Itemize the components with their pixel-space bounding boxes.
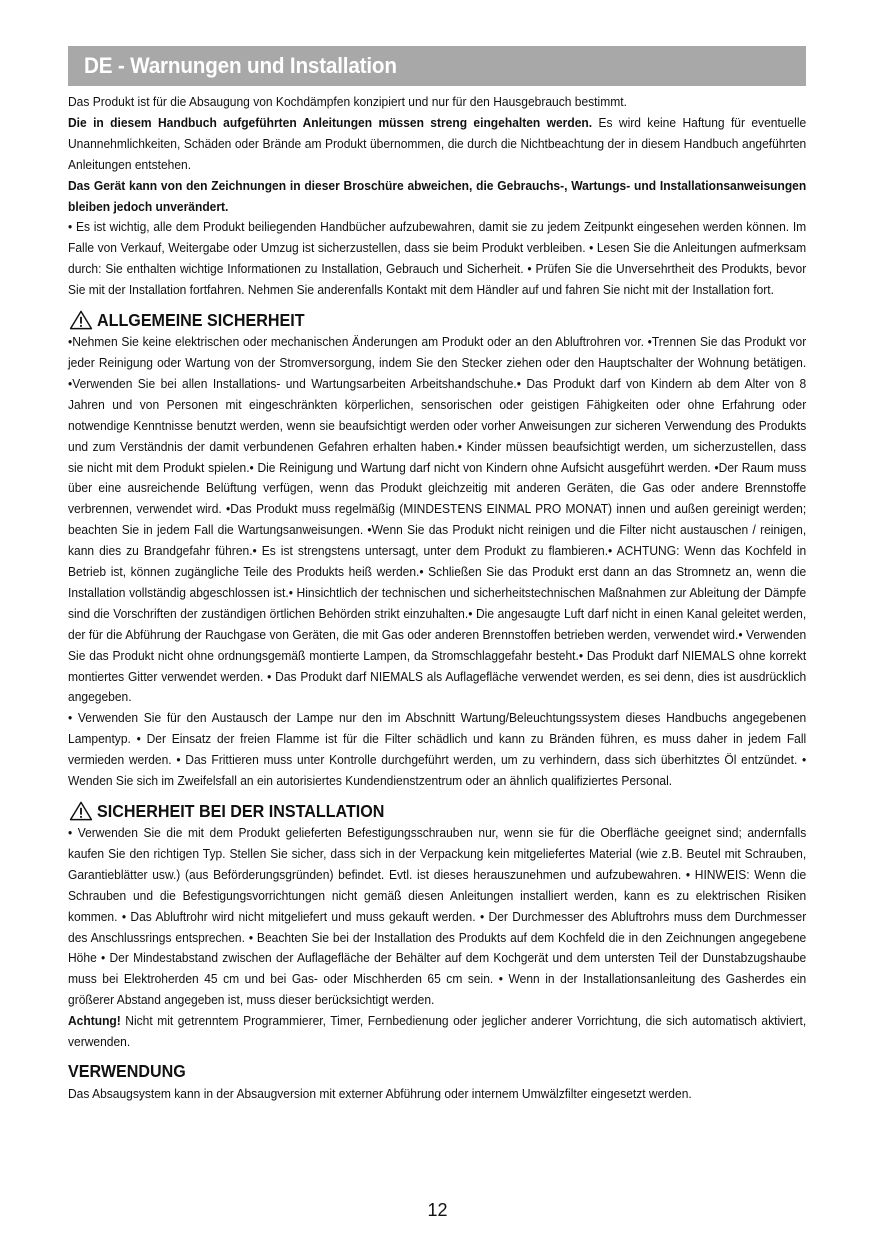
page-title: DE - Warnungen und Installation <box>84 53 397 78</box>
installation-attention-label: Achtung! <box>68 1014 121 1029</box>
installation-attention-text: Nicht mit getrenntem Programmierer, Timer, Fernbedienung oder jeglicher anderer Vorrichtung, die sich automatisch aktiviert, verwenden. <box>68 1014 807 1050</box>
title-bar <box>68 46 806 86</box>
intro-paragraph-3-bold: Das Gerät kann von den Zeichnungen in dieser Broschüre abweichen, die Gebrauchs-, Wartungs- und Installationsanweisungen bleiben jedoch unverändert. <box>68 178 807 214</box>
warning-triangle-icon <box>68 310 94 330</box>
intro-paragraph-2-bold: Die in diesem Handbuch aufgeführten Anleitungen müssen streng eingehalten werden. <box>68 115 593 130</box>
section-heading-usage <box>68 1061 806 1083</box>
installation-paragraph-1: • Verwenden Sie die mit dem Produkt gelieferten Befestigungsschrauben nur, wenn sie für die Oberfläche geeignet sind; andernfalls kaufen Sie den richtigen Typ. Stellen Sie sicher, dass sich in der Verpackung kein mitgeliefertes Material (wie z.B. Beutel mit Schrauben, Garantieblätter usw.) (aus Beförderungsgründen) befindet. Evtl. ist dieses herauszunehmen und aufzubewahren. • HINWEIS: Wenn die Schrauben und die Befestigungsvorrichtungen nicht gemäß diesen Anleitungen installiert werden, kann es zu elektrischen Risiken kommen. • Das Abluftrohr wird nicht mitgeliefert und muss gekauft werden. • Der Durchmesser des Abluftrohrs muss dem Durchmesser des Anschlussrings entsprechen. • Beachten Sie bei der Installation des Produkts auf dem Kochfeld die in den Zeichnungen angegebene Höhe • Der Mindestabstand zwischen der Auflagefläche der Behälter auf dem Kochgerät und dem untersten Teil der Dunstabzugshaube muss bei Elektroherden 45 cm und bei Gas- oder Mischherden 65 cm sein. • Wenn in der Installationsanleitung des Gasherdes ein größerer Abstand angegeben ist, muss dieser berücksichtigt werden. <box>68 826 807 1008</box>
intro-paragraph-2 <box>68 113 806 176</box>
safety-paragraph-2: • Verwenden Sie für den Austausch der Lampe nur den im Abschnitt Wartung/Beleuchtungssystem dieses Handbuchs angegebenen Lampentyp. • Der Einsatz der freien Flamme ist für die Filter schädlich und kann zu Bränden führen, es muss daher in jedem Fall vermieden werden. • Das Frittieren muss unter Kontrolle durchgeführt werden, um zu verhindern, dass sich überhitztes Öl entzündet. • Wenden Sie sich im Zweifelsfall an ein autorisiertes Kundendienstzentrum oder an ähnlich qualifiziertes Personal. <box>68 711 807 789</box>
section-heading-installation <box>68 800 806 822</box>
page-number: 12 <box>427 1200 448 1220</box>
section-heading-safety <box>68 309 806 331</box>
safety-paragraph-1: •Nehmen Sie keine elektrischen oder mechanischen Änderungen am Produkt oder an den Abluftrohren vor. •Trennen Sie das Produkt vor jeder Reinigung oder Wartung von der Stromversorgung, indem Sie den Stecker ziehen oder den Hauptschalter der Wohnung betätigen. •Verwenden Sie bei allen Installations- und Wartungsarbeiten Arbeitshandschuhe.• Das Produkt darf von Kindern ab dem Alter von 8 Jahren und von Personen mit eingeschränkten körperlichen, sensorischen oder geistigen Fähigkeiten oder ohne Erfahrung oder notwendige Kenntnisse benutzt werden, wenn sie beaufsichtigt werden oder vorher Anweisungen zur sicheren Verwendung des Produkts und zum Verständnis der damit verbundenen Gefahren erhalten haben.• Kinder müssen beaufsichtigt werden, um sicherzustellen, dass sie nicht mit dem Produkt spielen.• Die Reinigung und Wartung darf nicht von Kindern ohne Aufsicht ausgeführt werden. •Der Raum muss über eine ausreichende Belüftung verfügen, wenn das Produkt gleichzeitig mit anderen Geräten, die Gas oder andere Brennstoffe verbrennen, verwendet wird. •Das Produkt muss regelmäßig (MINDESTENS EINMAL PRO MONAT) innen und außen gereinigt werden; beachten Sie in jedem Fall die Wartungsanweisungen. •Wenn Sie das Produkt nicht reinigen und die Filter nicht austauschen / reinigen, kann dies zu Brandgefahr führen.• Es ist strengstens untersagt, unter dem Produkt zu flambieren.• ACHTUNG: Wenn das Kochfeld in Betrieb ist, können zugängliche Teile des Produkts heiß werden.• Schließen Sie das Produkt erst dann an das Stromnetz an, wenn die Installation vollständig abgeschlossen ist.• Hinsichtlich der technischen und sicherheitstechnischen Maßnahmen zur Ableitung der Dämpfe sind die Vorschriften der zuständigen örtlichen Behörden strikt einzuhalten.• Die angesaugte Luft darf nicht in einen Kanal geleitet werden, der für die Abführung der Rauchgase von Geräten, die mit Gas oder anderen Brennstoffen betrieben werden, verwendet wird.• Verwenden Sie das Produkt nicht ohne ordnungsgemäß montierte Lampen, da Stromschlaggefahr besteht.• Das Produkt darf NIEMALS ohne korrekt montiertes Gitter verwendet werden. • Das Produkt darf NIEMALS als Auflagefläche verwendet werden, es sei denn, dies ist ausdrücklich angegeben. <box>68 335 807 705</box>
intro-paragraph-4: • Es ist wichtig, alle dem Produkt beiliegenden Handbücher aufzubewahren, damit sie zu jedem Zeitpunkt eingesehen werden können. Im Falle von Verkauf, Weitergabe oder Umzug ist sicherzustellen, dass sie beim Produkt verbleiben. • Lesen Sie die Anleitungen aufmerksam durch: Sie enthalten wichtige Informationen zu Installation, Gebrauch und Sicherheit. • Prüfen Sie die Unversehrtheit des Produkts, bevor Sie mit der Installation fortfahren. Nehmen Sie anderenfalls Kontakt mit dem Händler auf und fahren Sie nicht mit der Installation fort. <box>68 220 807 298</box>
intro-paragraph-3 <box>68 176 806 218</box>
section-title-usage: VERWENDUNG <box>68 1061 186 1082</box>
section-title-safety: ALLGEMEINE SICHERHEIT <box>97 309 305 330</box>
installation-paragraph-2 <box>68 1011 806 1053</box>
intro-paragraph-2-text: Es wird keine Haftung für eventuelle Unannehmlichkeiten, Schäden oder Brände am Produkt übernommen, die durch die Nichtbeachtung der in diesem Handbuch angeführten Anleitungen entstehen. <box>68 115 807 172</box>
usage-paragraph-1: Das Absaugsystem kann in der Absaugversion mit externer Abführung oder internem Umwälzfilter eingesetzt werden. <box>68 1086 692 1101</box>
warning-triangle-icon <box>68 801 94 821</box>
intro-paragraph-1: Das Produkt ist für die Absaugung von Kochdämpfen konzipiert und nur für den Hausgebrauch bestimmt. <box>68 95 627 109</box>
document-page <box>68 46 806 1105</box>
section-title-installation: SICHERHEIT BEI DER INSTALLATION <box>97 800 385 821</box>
